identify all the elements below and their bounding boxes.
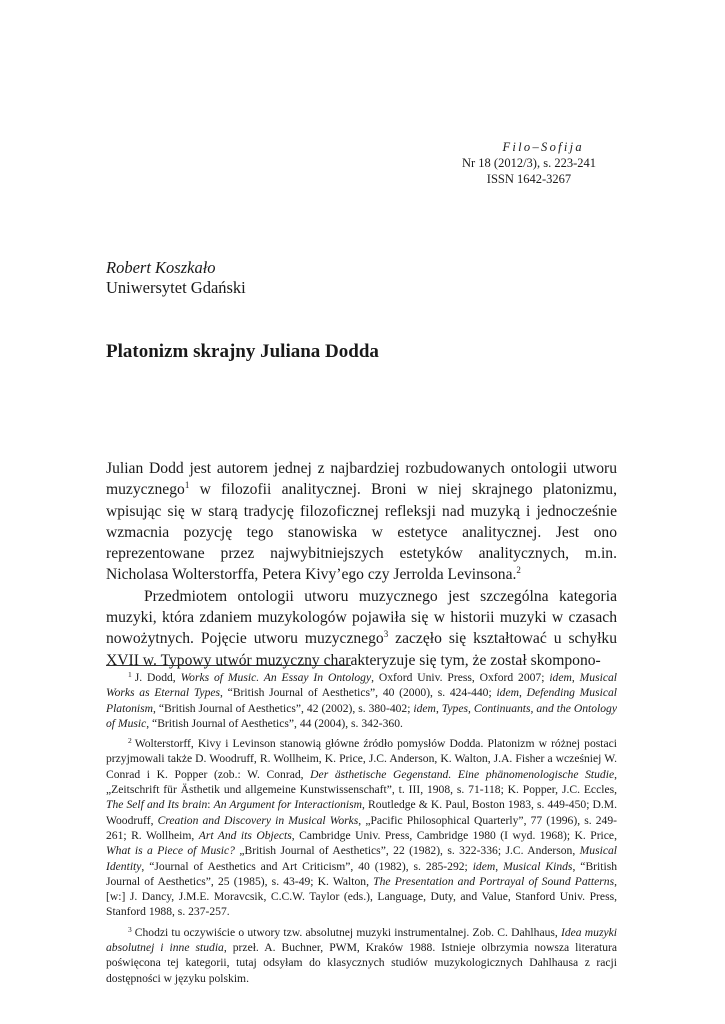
journal-name: Filo–Sofija <box>502 140 584 154</box>
footnotes <box>106 670 617 991</box>
footnote-1: $^1$ J. Dodd, Works of Music. An Essay In Ontology, Oxford Univ. Press, Oxford 2007; idem, Musical Works as Eternal Types, “British Journal of Aesthetics”, 40 (2000), s. 424-440; idem, Defending Musical Platonism, “British Journal of Aesthetics”, 42 (2002), s. 380-402; idem, Types, Continuants, and the Ontology of Music, “British Journal of Aesthetics”, 44 (2004), s. 342-360. <box>106 670 618 730</box>
body-paragraph-2: Przedmiotem ontologii utworu muzycznego jest szczególna kategoria muzyki, która zdaniem muzykologów pojawiła się w historii muzyki w czasach nowożytnych. Pojęcie utworu muzycznego$^3$ zaczęło się kształtować u schyłku XVII w. Typowy utwór muzyczny charakteryzuje się tym, że został skompono- <box>106 587 617 669</box>
footnote-ref-3[interactable]: 3 <box>383 629 389 640</box>
footnote-3: $^3$ Chodzi tu oczywiście o utwory tzw. absolutnej muzyki instrumentalnej. Zob. C. Dahlhaus, Idea muzyki absolutnej i inne studia, przeł. A. Buchner, PWM, Kraków 1988. Istnieje olbrzymia nowsza literatura poświęcona tej kategorii, tutaj odsyłam do klasycznych studiów muzykologicznych Dahlhausa z racji dostępności w języku polskim. <box>106 924 618 985</box>
journal-header <box>388 139 608 187</box>
author-affiliation: Uniwersytet Gdański <box>106 278 246 297</box>
footnote-ref-1[interactable]: 1 <box>184 480 190 491</box>
author-block <box>106 258 246 298</box>
footnote-separator <box>106 665 351 666</box>
journal-issue: Nr 18 (2012/3), s. 223-241 <box>461 156 596 170</box>
body-paragraph-1: Julian Dodd jest autorem jednej z najbardziej rozbudowanych ontologii utworu muzycznego$^1$ w filozofii analitycznej. Broni w niej skrajnego platonizmu, wpisując się w starą tradycję filozoficznej refleksji nad muzyką i jednocześnie wzmacnia pozycję tego stanowiska w estetyce analitycznej. Jest ono reprezentowane przez najwybitniejszych estetyków analitycznych, m.in. Nicholasa Wolterstorffa, Petera Kivy’ego czy Jerrolda Levinsona.$^2$ <box>106 460 617 584</box>
footnote-2: $^2$ Wolterstorff, Kivy i Levinson stanowią główne źródło pomysłów Dodda. Platonizm w różnej postaci przyjmowali także D. Woodruff, R. Wollheim, K. Price, J.C. Anderson, K. Walton, J.A. Fisher a wcześniej W. Conrad i K. Popper (zob.: W. Conrad, Der ästhetische Gegenstand. Eine phänomenologische Studie, „Zeitschrift für Ästhetik und allgemeine Kunstwissenschaft”, t. III, 1908, s. 71-118; K. Popper, J.C. Eccles, The Self and Its brain: An Argument for Interactionism, Routledge & K. Paul, Boston 1983, s. 449-450; D.M. Woodruff, Creation and Discovery in Musical Works, „Pacific Philosophical Quarterly”, 77 (1996), s. 249-261; R. Wollheim, Art And its Objects, Cambridge Univ. Press, Cambridge 1980 (I wyd. 1968); K. Price, What is a Piece of Music? „British Journal of Aesthetics”, 22 (1982), s. 322-336; J.C. Anderson, Musical Identity, “Journal of Aesthetics and Art Criticism”, 40 (1982), s. 285-292; idem, Musical Kinds, “British Journal of Aesthetics”, 25 (1985), s. 43-49; K. Walton, The Presentation and Portrayal of Sound Patterns, [w:] J. Dancy, J.M.E. Moravcsik, C.C.W. Taylor (eds.), Language, Duty, and Value, Stanford Univ. Press, Stanford 1988, s. 237-257. <box>106 736 618 919</box>
article-title: Platonizm skrajny Juliana Dodda <box>106 341 379 362</box>
article-body <box>106 458 617 671</box>
footnote-ref-2[interactable]: 2 <box>516 565 521 576</box>
journal-issn: ISSN 1642-3267 <box>486 172 572 186</box>
author-name: Robert Koszkało <box>106 258 216 277</box>
